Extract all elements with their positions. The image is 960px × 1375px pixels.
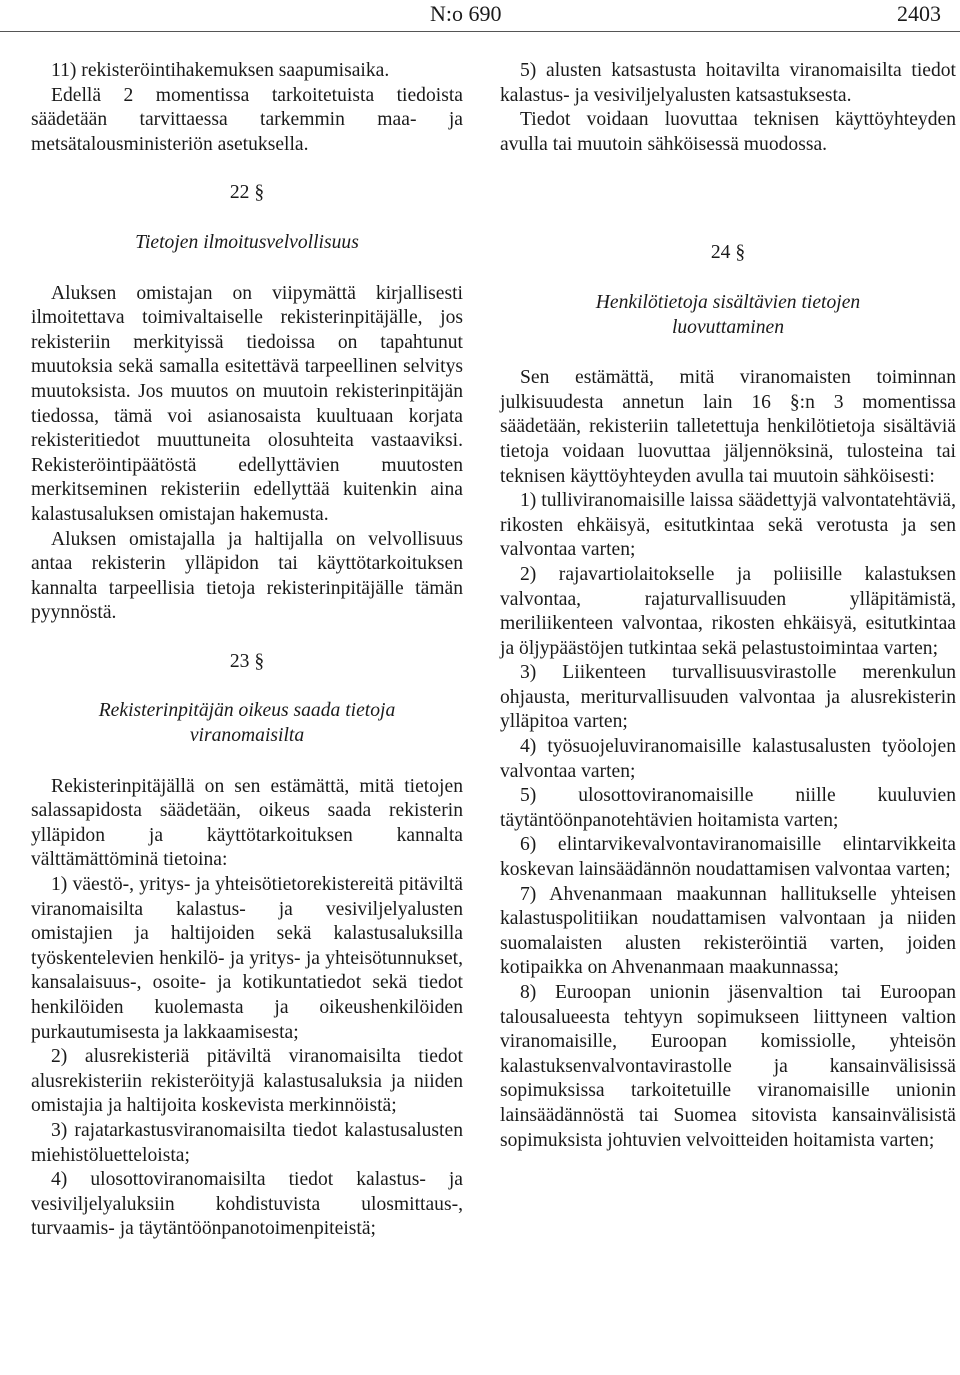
section-title	[31, 699, 463, 748]
section-title: Tietojen ilmoitusvelvollisuus	[135, 231, 359, 253]
paragraph: Sen estämättä, mitä viranomaisten toiminnan julkisuudesta annetun lain 16 §:n 3 momentissa säädetään, rekisteriin talletettuja henkilötietoja sisältäviä tietoja voidaan luovuttaa jäljennöksinä, tulosteina tai teknisen käyttöyhteyden avulla tai muutoin sähköisesti:	[500, 367, 956, 487]
right-column	[500, 59, 956, 1153]
list-item: 3) Liikenteen turvallisuusvirastolle merenkulun ohjausta, meriturvallisuuden valvontaa ja alusrekisterin ylläpitoa varten;	[500, 662, 956, 733]
page-header	[0, 0, 960, 30]
section-title-line: Henkilötietoja sisältävien tietojen	[595, 291, 861, 313]
section-number: 22 §	[229, 182, 265, 204]
list-item: 5) ulosottoviranomaisille niille kuuluvien täytäntöönpanotehtävien hoitamista varten;	[500, 785, 956, 831]
section-title-line: viranomaisilta	[189, 725, 305, 747]
section-number: 24 §	[710, 242, 746, 264]
page-number: 2403	[897, 1, 941, 26]
list-item: 4) työsuojeluviranomaisille kalastusalusten työolojen valvontaa varten;	[500, 736, 956, 782]
list-item: 1) väestö-, yritys- ja yhteisötietorekistereitä pitäviltä viranomaisilta kalastus- ja vesiviljelyalusten omistajien ja haltijoiden sekä kalastusaluksilla työskentelevien henkilö- ja yritys- ja yhteisötunnukset, kansalaisuus-, osoite- ja kotikuntatiedot sekä tiedot henkilöiden kuolemasta ja oikeushenkilöiden purkautumisesta ja lakkaamisesta;	[31, 874, 463, 1043]
paragraph: Aluksen omistajan on viipymättä kirjallisesti ilmoitettava toimivaltaiselle rekisterinpitäjälle, jos rekisteriin merkityissä tiedoissa on tapahtunut muutoksia sekä samalla esitettävä tarpeellinen selvitys muutoksista. Jos muutos on muutoin rekisterinpitäjän tiedossa, tämä voi asianosaista kuultuaan korjata rekisteritiedot muuttuneita olosuhteita vastaaviksi. Rekisteröintipäätöstä edellyttävien muutosten merkitseminen rekisteriin edellyttää kuitenkin aina kalastusaluksen omistajan hakemusta.	[31, 282, 463, 525]
list-item: 2) alusrekisteriä pitäviltä viranomaisilta tiedot alusrekisteriin rekisteröityjä kalastusaluksia ja niiden omistajia ja haltijoita koskevista merkinnöistä;	[31, 1046, 463, 1117]
header-rule	[0, 31, 960, 32]
paragraph: 11) rekisteröintihakemuksen saapumisaika.	[51, 60, 390, 81]
paragraph: Aluksen omistajalla ja haltijalla on velvollisuus antaa rekisterin ylläpidon tai käyttötarkoituksen kannalta tarpeellisia tietoja rekisterinpitäjälle tämän pyynnöstä.	[31, 528, 463, 624]
section-title-line: Rekisterinpitäjän oikeus saada tietoja	[98, 700, 396, 722]
list-item: 3) rajatarkastusviranomaisilta tiedot kalastusalusten miehistöluetteloista;	[31, 1119, 463, 1166]
paragraph: Tiedot voidaan luovuttaa teknisen käyttöyhteyden avulla tai muutoin sähköisessä muodossa.	[500, 109, 956, 155]
list-item: 4) ulosottoviranomaisilta tiedot kalastus- ja vesiviljelyaluksiin kohdistuvista ulosmittaus-, turvaamis- ja täytäntöönpanotoimenpiteistä;	[31, 1169, 463, 1240]
section-number: 23 §	[229, 650, 265, 672]
list-item: 5) alusten katsastusta hoitavilta viranomaisilta tiedot kalastus- ja vesiviljelyalusten katsastuksesta.	[500, 60, 956, 106]
document-number: N:o 690	[430, 1, 502, 26]
list-item: 6) elintarvikevalvontaviranomaisille elintarvikkeita koskevan lainsäädännön noudattamisen valvontaa varten;	[500, 834, 956, 881]
column-spacer	[500, 157, 956, 241]
paragraph: Edellä 2 momentissa tarkoitetuista tiedoista säädetään tarvittaessa tarkemmin maa- ja metsätalousministeriön asetuksella.	[31, 84, 463, 155]
list-item: 1) tulliviranomaisille laissa säädettyjä valvontatehtäviä, rikosten ehkäisyä, esitutkintaa sekä verotusta ja sen valvontaa varten;	[500, 490, 956, 561]
list-item: 8) Euroopan unionin jäsenvaltion tai Euroopan talousalueesta tehtyyn sopimukseen liittyneen valtion viranomaisille, Euroopan komissiolle, yhteisön kalastuksenvalvontavirastolle ja kansainvälisissä sopimuksissa tarkoitetuille viranomaisille unionin lainsäädännöstä tai Suomea sitovista kansainvälisistä sopimuksista johtuvien velvoitteiden hoitamista varten;	[500, 982, 956, 1151]
section-title-line: luovuttaminen	[671, 316, 785, 338]
paragraph: Rekisterinpitäjällä on sen estämättä, mitä tietojen salassapidosta säädetään, oikeus saada rekisterin ylläpidon ja käyttötarkoituksen kannalta välttämättöminä tietoina:	[31, 775, 463, 871]
list-item: 2) rajavartiolaitokselle ja poliisille kalastuksen valvontaa, rajaturvallisuuden ylläpitämistä, meriliikenteen valvontaa, rikosten ehkäisyä, esitutkintaa ja öljypäästöjen tutkintaa sekä pelastustoimintaa varten;	[500, 563, 956, 659]
left-column	[31, 59, 463, 1242]
section-title	[500, 291, 956, 340]
list-item: 7) Ahvenanmaan maakunnan hallitukselle yhteisen kalastuspolitiikan noudattamisen valvontaan ja niiden suomalaisten alusten rekisteröintiä varten, joiden kotipaikka on Ahvenanmaan maakunnassa;	[500, 883, 956, 979]
